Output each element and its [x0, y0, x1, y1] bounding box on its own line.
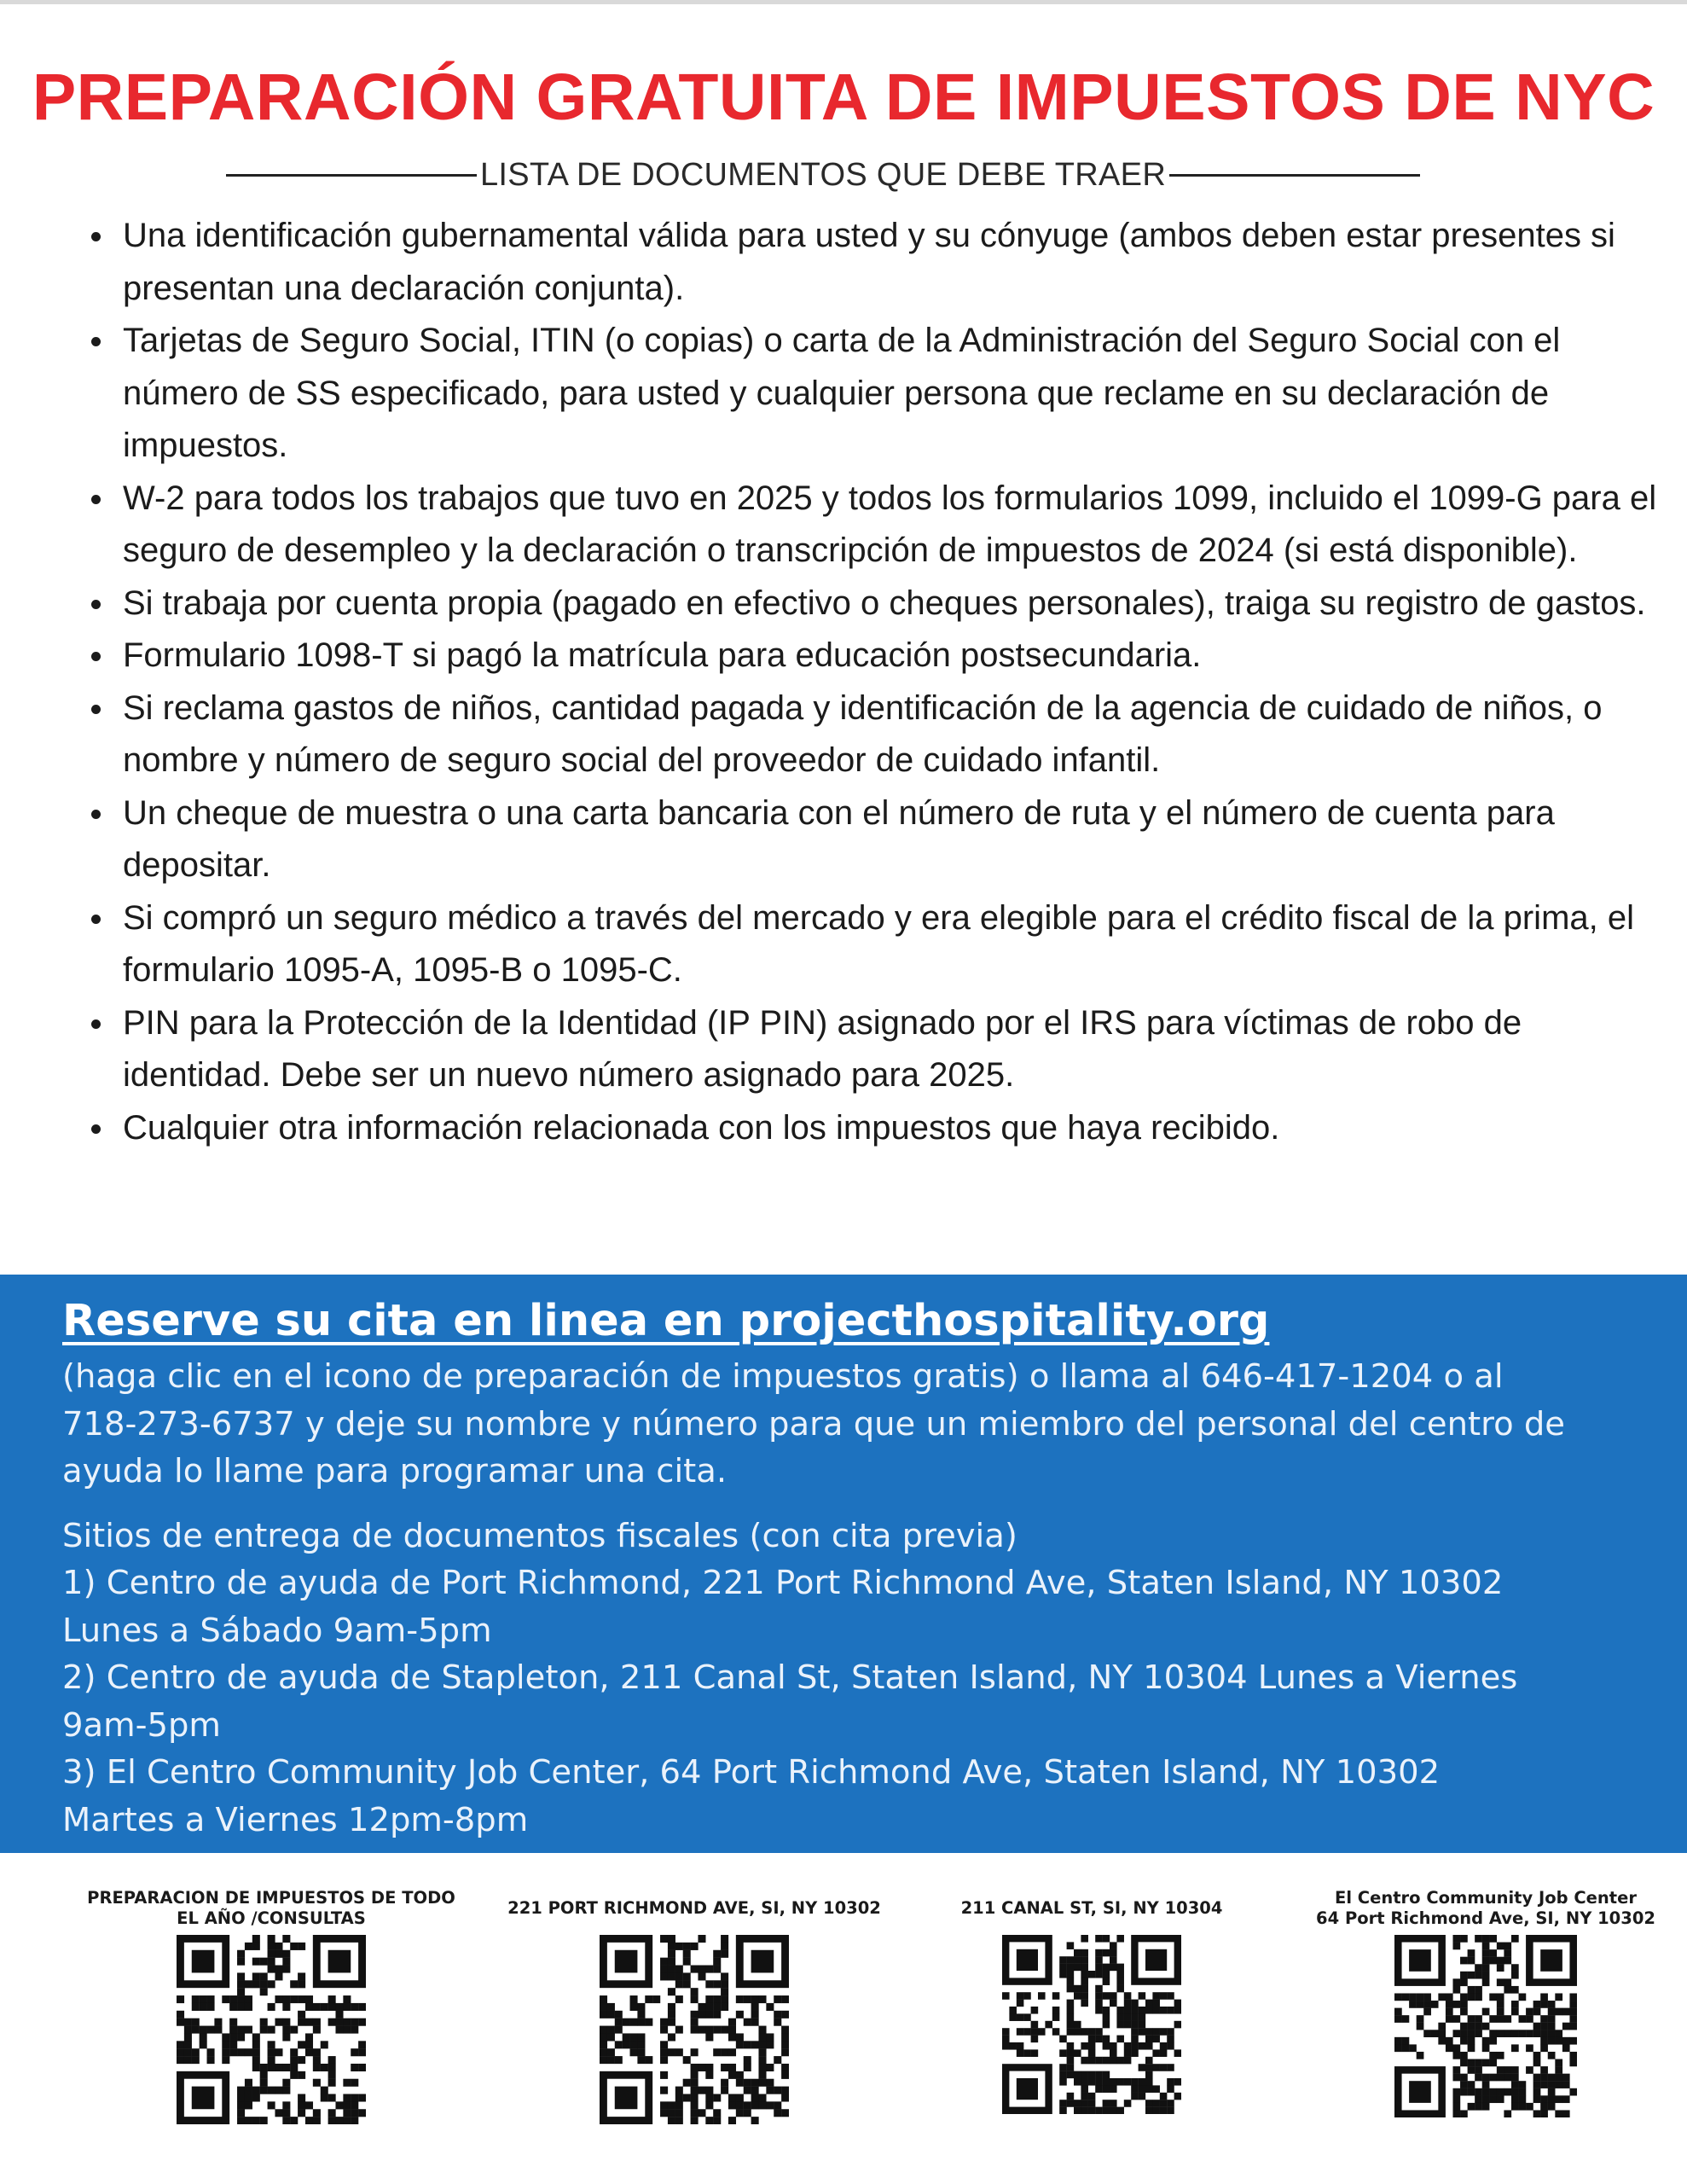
- page-title: PREPARACIÓN GRATUITA DE IMPUESTOS DE NYC: [32, 61, 1655, 134]
- booking-link[interactable]: Reserve su cita en linea en projecthospitality.org: [62, 1296, 1270, 1346]
- qr-block-el-centro: [1298, 1882, 1673, 2117]
- list-item: Un cheque de muestra o una carta bancaria con el número de ruta y el número de cuenta para depositar.: [123, 787, 1675, 892]
- qr-block-port-richmond: [507, 1882, 882, 2124]
- qr-caption: 211 CANAL ST, SI, NY 10304: [960, 1898, 1223, 1918]
- site-item: 3) El Centro Community Job Center, 64 Port Richmond Ave, Staten Island, NY 10302 Martes a Viernes 12pm-8pm: [62, 1753, 1441, 1839]
- qr-code-icon[interactable]: [1002, 1935, 1181, 2114]
- site-item: 2) Centro de ayuda de Stapleton, 211 Canal St, Staten Island, NY 10304 Lunes a Viernes 9am-5pm: [62, 1658, 1518, 1745]
- qr-caption: 221 PORT RICHMOND AVE, SI, NY 10302: [507, 1898, 881, 1918]
- subtitle-row: [226, 154, 1420, 196]
- subtitle-rule-left: [226, 174, 477, 177]
- list-item: Si compró un seguro médico a través del mercado y era elegible para el crédito fiscal de la prima, el formulario 1095-A, 1095-B o 1095-C.: [123, 892, 1675, 997]
- qr-block-canal-st: [904, 1882, 1279, 2114]
- booking-panel: [0, 1275, 1687, 1853]
- list-item: Una identificación gubernamental válida para usted y su cónyuge (ambos deben estar presentes si presentan una declaración conjunta).: [123, 210, 1675, 315]
- qr-code-icon[interactable]: [177, 1935, 366, 2124]
- list-item: Si trabaja por cuenta propia (pagado en efectivo o cheques personales), traiga su registro de gastos.: [123, 578, 1675, 630]
- sites-heading: Sitios de entrega de documentos fiscales (con cita previa): [62, 1516, 1017, 1555]
- qr-code-icon[interactable]: [1394, 1935, 1577, 2117]
- list-item: Si reclama gastos de niños, cantidad pagada y identificación de la agencia de cuidado de niños, o nombre y número de seguro social del proveedor de cuidado infantil.: [123, 682, 1675, 787]
- qr-code-row: [0, 1882, 1687, 2164]
- list-item: Tarjetas de Seguro Social, ITIN (o copias) o carta de la Administración del Seguro Social con el número de SS especificado, para usted y cualquier persona que reclame en su declaración de impuestos.: [123, 315, 1675, 473]
- subtitle-rule-right: [1169, 174, 1420, 177]
- list-item: PIN para la Protección de la Identidad (IP PIN) asignado por el IRS para víctimas de robo de identidad. Debe ser un nuevo número asignado para 2025.: [123, 997, 1675, 1102]
- list-item: W-2 para todos los trabajos que tuvo en 2025 y todos los formularios 1099, incluido el 1099-G para el seguro de desempleo y la declaración o transcripción de impuestos de 2024 (si está disponible).: [123, 473, 1675, 578]
- qr-block-year-round: [84, 1882, 459, 2124]
- list-item: Cualquier otra información relacionada con los impuestos que haya recibido.: [123, 1102, 1675, 1155]
- qr-caption: PREPARACION DE IMPUESTOS DE TODO EL AÑO /CONSULTAS: [87, 1888, 455, 1928]
- document-list: [85, 210, 1675, 1154]
- qr-caption: El Centro Community Job Center 64 Port Richmond Ave, SI, NY 10302: [1316, 1888, 1655, 1928]
- site-item: 1) Centro de ayuda de Port Richmond, 221 Port Richmond Ave, Staten Island, NY 10302 Lunes a Sábado 9am-5pm: [62, 1564, 1504, 1650]
- booking-instructions: (haga clic en el icono de preparación de impuestos gratis) o llama al 646-417-1204 o al 718-273-6737 y deje su nombre y número para que un miembro del personal del centro de ayuda lo llame para programar una cita.: [62, 1357, 1565, 1490]
- list-item: Formulario 1098-T si pagó la matrícula para educación postsecundaria.: [123, 630, 1675, 682]
- qr-code-icon[interactable]: [600, 1935, 789, 2124]
- subtitle: LISTA DE DOCUMENTOS QUE DEBE TRAER: [479, 156, 1167, 193]
- top-divider: [0, 0, 1687, 4]
